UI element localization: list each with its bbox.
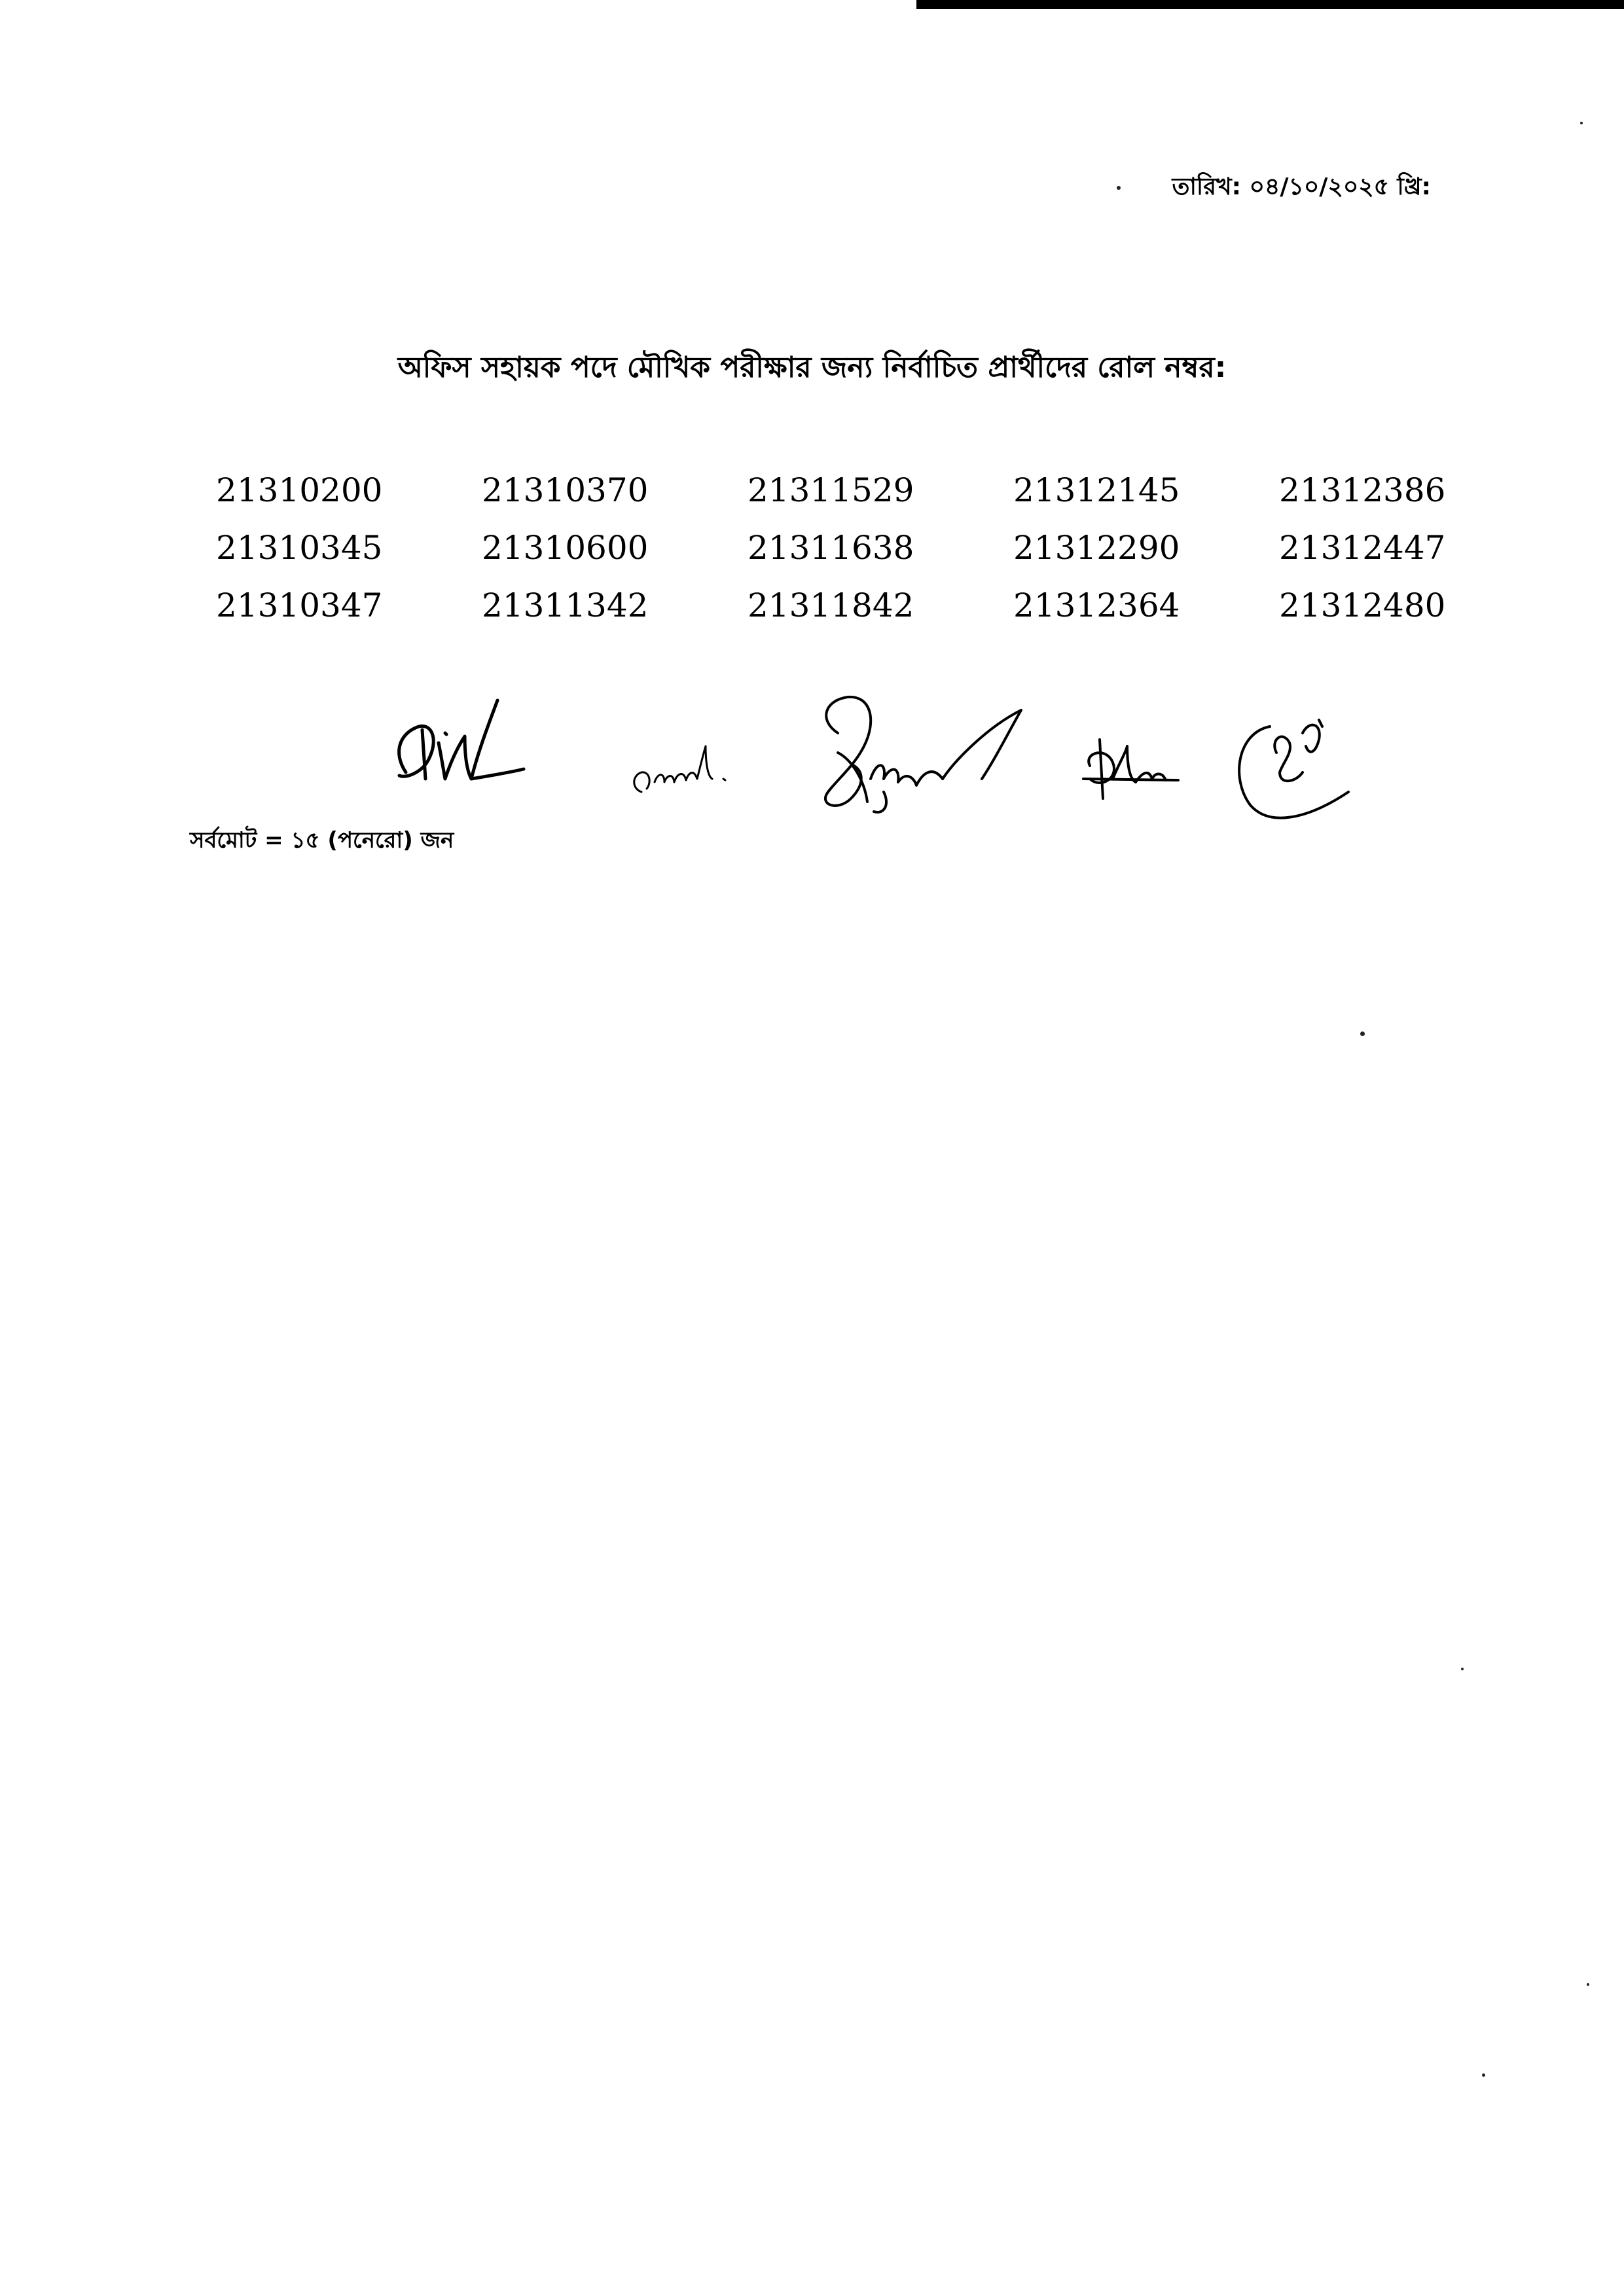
scan-speck bbox=[1117, 186, 1121, 190]
roll-number: 21312145 bbox=[1013, 471, 1180, 509]
total-count-line: সর্বমোট = ১৫ (পনেরো) জন bbox=[190, 827, 454, 853]
roll-number: 21312386 bbox=[1279, 471, 1446, 509]
date-line: তারিখ: ০৪/১০/২০২৫ খ্রি: bbox=[1172, 173, 1431, 200]
roll-number: 21310345 bbox=[216, 529, 383, 567]
scan-speck bbox=[1587, 1983, 1589, 1986]
scan-speck bbox=[1360, 1031, 1365, 1036]
signature-3 bbox=[825, 697, 1021, 812]
roll-number: 21310370 bbox=[482, 471, 649, 509]
roll-number: 21310200 bbox=[216, 471, 383, 509]
roll-number: 21312447 bbox=[1279, 529, 1446, 567]
roll-number: 21310347 bbox=[216, 586, 383, 624]
roll-number: 21312480 bbox=[1279, 586, 1446, 624]
page-title: অফিস সহায়ক পদে মৌখিক পরীক্ষার জন্য নির্বাচিত প্রার্থীদের রোল নম্বর: bbox=[397, 351, 1227, 384]
roll-number: 21310600 bbox=[482, 529, 649, 567]
scan-speck bbox=[1461, 1668, 1464, 1670]
signature-4 bbox=[1083, 740, 1178, 798]
scan-speck bbox=[1580, 122, 1583, 124]
signatures bbox=[367, 681, 1388, 838]
roll-number: 21311529 bbox=[748, 471, 914, 509]
scan-speck bbox=[1482, 2073, 1485, 2077]
roll-number-table bbox=[216, 471, 1545, 644]
signature-1 bbox=[399, 700, 524, 779]
roll-number: 21312364 bbox=[1013, 586, 1180, 624]
roll-number: 21311342 bbox=[482, 586, 649, 624]
roll-number: 21311842 bbox=[748, 586, 914, 624]
roll-number: 21311638 bbox=[748, 529, 914, 567]
roll-number: 21312290 bbox=[1013, 529, 1180, 567]
top-edge-rule bbox=[916, 0, 1624, 9]
signature-5 bbox=[1239, 720, 1348, 818]
signature-2 bbox=[634, 746, 725, 792]
